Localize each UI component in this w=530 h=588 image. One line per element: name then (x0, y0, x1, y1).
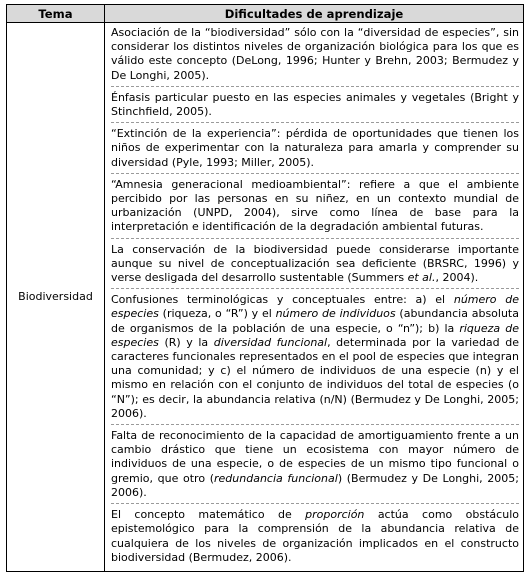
paragraph-text: “Extinción de la experiencia”: pérdida de oportunidades que tienen los niños de experimentar con la naturaleza para amarla y comprender su diversidad (Pyle, 1993; Miller, 2005). (111, 127, 523, 169)
paragraph-text: Énfasis particular puesto en las especies animales y vegetales (Bright y Stinchfield, 2005). (111, 90, 523, 119)
italic-term: proporción (305, 508, 365, 522)
difficulty-paragraph (111, 242, 523, 290)
difficulties-cell (105, 23, 524, 572)
paragraph-text: actúa como obstáculo epistemológico para la comprensión de la abundancia relativa de cualquiera de los niveles de organización implicados en el constructo biodiversidad (Bermudez, 2006). (111, 508, 523, 564)
paragraph-text: La conservación de la biodiversidad puede considerarse importante aunque su nivel de conceptualización sea deficiente (BRSRC, 1996) y verse desligada del desarrollo sustentable (Summers (111, 242, 523, 285)
header-tema: Tema (7, 5, 105, 23)
difficulty-paragraph (111, 26, 523, 87)
learning-difficulties-table (6, 4, 524, 572)
paragraph-text: Falta de reconocimiento de la capacidad de amortiguamiento frente a un cambio drástico que tiene un ecosistema con mayor número de individuos de una especie, o de especies de un mismo tipo funcional o gremio, que otro ( (111, 429, 523, 485)
paragraph-text: , 2004). (435, 271, 479, 285)
table-header-row (7, 5, 524, 23)
difficulty-paragraph (111, 293, 523, 425)
difficulty-paragraph (111, 429, 523, 504)
difficulty-paragraph (111, 177, 523, 239)
paragraph-text: El concepto matemático de (111, 508, 306, 522)
topic-cell: Biodiversidad (7, 23, 105, 572)
paragraph-text: ) (Bermudez y De Longhi, 2005; 2006). (111, 471, 523, 499)
italic-term: riqueza de especies (111, 321, 523, 349)
paragraph-text: Asociación de la “biodiversidad” sólo con la “diversidad de especies”, sin considerar los distintos niveles de organización biológica para los que es válido este concepto (DeLong, 1996; Hunter y Brehn, 2003; Bermudez y De Longhi, 2005). (111, 26, 523, 82)
difficulty-paragraph (111, 90, 523, 123)
italic-term: et al. (407, 271, 436, 285)
paragraph-text: (abundancia absoluta de organismos de la población de una especie, o “n”); b) la (111, 307, 523, 335)
paragraph-text: , determinada por la variedad de caracteres funcionales representados en el pool de especies que integran una comunidad; y c) el número de individuos de una especie (n) y el mismo en relación con el conjunto de individuos del total de especies (o “N”); es decir, la abundancia relativa (n/N) (Bermudez y De Longhi, 2005; 2006). (111, 335, 523, 420)
italic-term: diversidad funcional (213, 335, 328, 349)
table-row (7, 23, 524, 572)
paragraph-text: “Amnesia generacional medioambiental”: refiere a que el ambiente percibido por las personas en su niñez, en un contexto mundial de urbanización (UNPD, 2004), sirve como línea de base para la interpretación e identificación de la degradación ambiental futuras. (111, 177, 523, 234)
header-dificultades: Dificultades de aprendizaje (105, 5, 524, 23)
difficulty-paragraph (111, 508, 523, 568)
italic-term: número de individuos (275, 307, 396, 321)
italic-term: número de especies (111, 293, 523, 321)
italic-term: redundancia funcional (214, 471, 338, 485)
difficulty-paragraph (111, 127, 523, 174)
paragraph-text: (riqueza, o “R”) y el (158, 307, 276, 321)
paragraph-text: (R) y la (158, 335, 214, 349)
paragraph-text: Confusiones terminológicas y conceptuales entre: a) el (111, 293, 454, 307)
